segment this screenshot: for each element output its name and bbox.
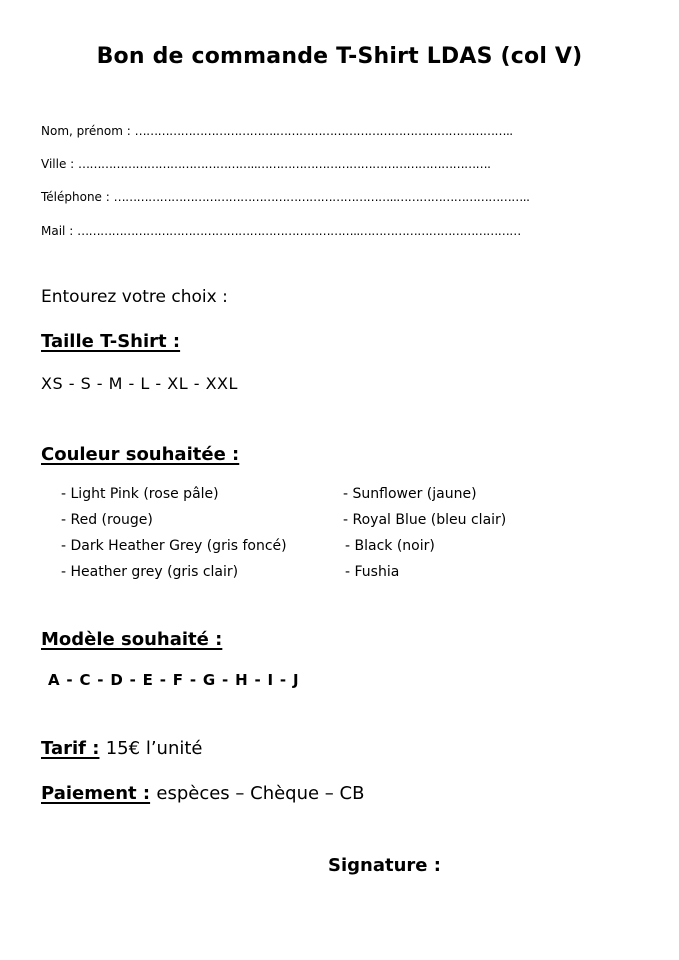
model-options[interactable]: A - C - D - E - F - G - H - I - J <box>48 671 300 689</box>
tarif-row <box>41 738 202 759</box>
color-option-dark-heather-grey[interactable]: - Dark Heather Grey (gris foncé) <box>61 538 287 554</box>
page-title: Bon de commande T-Shirt LDAS (col V) <box>96 44 583 69</box>
tarif-heading: Tarif : <box>41 738 100 759</box>
color-option-heather-grey[interactable]: - Heather grey (gris clair) <box>61 564 239 580</box>
field-dots: ……………………………….…………………………………………………….. <box>134 124 513 138</box>
modele-heading <box>41 629 222 650</box>
color-option-black[interactable]: - Black (noir) <box>345 538 435 554</box>
color-option-sunflower[interactable]: - Sunflower (jaune) <box>343 486 477 502</box>
field-label: Mail : <box>41 224 74 238</box>
field-mail[interactable] <box>41 224 521 238</box>
color-option-fushia[interactable]: - Fushia <box>345 564 400 580</box>
signature-label: Signature : <box>328 855 441 876</box>
field-telephone[interactable] <box>41 190 529 204</box>
field-label: Téléphone : <box>41 190 110 204</box>
couleur-heading <box>41 444 239 465</box>
color-option-light-pink[interactable]: - Light Pink (rose pâle) <box>61 486 219 502</box>
field-ville[interactable] <box>41 157 490 171</box>
field-dots: ………………………………………………………………..…………………………….. <box>113 190 530 204</box>
paiement-heading: Paiement : <box>41 783 151 804</box>
modele-heading-text: Modèle souhaité : <box>41 629 223 650</box>
instruction-text: Entourez votre choix : <box>41 287 228 307</box>
taille-heading-text: Taille T-Shirt : <box>41 331 181 352</box>
taille-heading <box>41 331 180 352</box>
field-label: Nom, prénom : <box>41 124 131 138</box>
size-options[interactable]: XS - S - M - L - XL - XXL <box>41 374 238 393</box>
field-dots: ………………………………………………………………..…………………………………… <box>77 224 521 238</box>
color-option-royal-blue[interactable]: - Royal Blue (bleu clair) <box>343 512 507 528</box>
tarif-value: 15€ l’unité <box>105 738 203 759</box>
paiement-row <box>41 783 364 804</box>
field-nom-prenom[interactable] <box>41 124 513 138</box>
color-option-red[interactable]: - Red (rouge) <box>61 512 153 528</box>
paiement-value: espèces – Chèque – CB <box>156 783 365 804</box>
couleur-heading-text: Couleur souhaitée : <box>41 444 240 465</box>
field-dots: ………………………………………..……………………………………………………. <box>78 157 491 171</box>
field-label: Ville : <box>41 157 75 171</box>
